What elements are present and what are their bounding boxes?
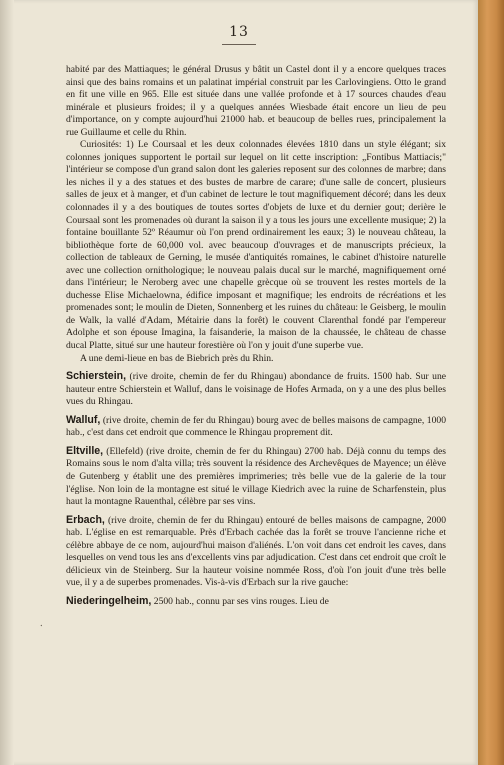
entry-headword: Eltville,: [66, 444, 104, 457]
margin-ink-mark: ⸱: [40, 621, 43, 632]
page-number: 13: [229, 24, 249, 40]
entry-headword: Walluf,: [66, 413, 101, 426]
entry-text: (rive droite, chemin de fer du Rhingau) abondance de fruits. 1500 hab. Sur une hauteur entre Schierstein et Walluf, dans le voisinage de Hofes Armada, on y a une des plus belles vues du Rhingau.: [66, 371, 446, 408]
entry-headword: Niederingelheim,: [66, 594, 152, 607]
entry-text: (Ellefeld) (rive droite, chemin de fer du Rhingau) 2700 hab. Déjà connu du temps des Romains sous le nom d'alta villa; très souvent la résidence des Archevêques de Mayence; un élève de Gutenberg y établit une des premières imprimeries; très belle vue de la galerie de la tour l'église. Non loin de la montagne est situé le village Kiedrich avec la ruine de Scharfenstein, plus haut la montagne Rauenthal, célèbre par ses vins.: [66, 445, 446, 508]
paragraph-wiesbaden-history: habité par des Mattiaques; le général Drusus y bâtit un Castel dont il y a encore quelques traces ainsi que des bains romains et un palatinat impérial construit par les Carlovingiens. Otto le grand en fit une ville en 965. Elle est située dans une vallée profonde et à 17 sources chaudes d'eau minérale et plusieurs froides; il y a quelques années Wiesbade était encore un lieu de peu d'importance, on y compte aujourd'hui 21000 hab. et beaucoup de belles rues, principalement la rue Guillaume et celle du Rhin.: [66, 64, 446, 138]
page-body: [66, 64, 446, 608]
paragraph-biebrich-note: A une demi-lieue en bas de Biebrich près du Rhin.: [80, 352, 274, 364]
entry-headword: Erbach,: [66, 513, 105, 526]
entry-niederingelheim: [66, 595, 446, 609]
page-binding-shadow: [0, 0, 14, 765]
entry-eltville: [66, 445, 446, 509]
book-cover-edge: [478, 0, 504, 765]
entry-erbach: [66, 514, 446, 590]
entry-walluf: [66, 414, 446, 440]
entry-schierstein: [66, 370, 446, 409]
entry-headword: Schierstein,: [66, 370, 127, 383]
entry-text: (rive droite, chemin de fer du Rhingau) bourg avec de belles maisons de campagne, 1000 hab., c'est dans cet endroit que commence le Rhingau proprement dit.: [66, 414, 446, 439]
entry-text: 2500 hab., connu par ses vins rouges. Lieu de: [151, 595, 329, 607]
paragraph-curiosites: Curiosités: 1) Le Coursaal et les deux colonnades élevées 1810 dans un style élégant; six colonnes joniques supportent le portail sur lequel on lit cette inscription: „Fontibus Mattiacis;" l'intérieur se compose d'un grand salon dont les galeries reposent sur des colonnes de marbre; dans les niches il y a des statues et des bustes de marbre de carare; d'une salle de concert, plusieurs salles de jeux et à manger, et d'un cabinet de lecture le tout magnifiquement décoré; dans les deux colonnades il y a des boutiques de toutes sortes d'objets de luxe et du dernier gout; derière le Coursaal sont les promenades où durant la saison il y a tous les jours une excellente musique; 2) la fontaine bouillante 52º Réaumur où l'on prend ordinairement les eaux; 3) le nouveau château, la bibliothèque forte de 60,000 vol. avec beaucoup d'ouvrages et de manuscripts précieux, la collection de tableaux de Gerning, le musée d'antiquités romaines, le cabinet d'histoire naturelle avec une collection ornithologique; le nouveau palais ducal sur le marché, magnifiquement orné dans l'intérieur; le Neroberg avec une chapelle grècque où se trouvent les restes mortels de la duchesse Elise Michaelowna, édifice imposant et magnifique; les endroits de récréations et les promenades sont; le moulin de Dieten, Sonnenberg et les ruines du château: le Geisberg, le moulin de Walk, la vallé d'Adam, Métairie dans la forêt) le couvent Clarenthal fondé par l'empereur Adolphe et son épouse Imagina, la faisanderie, la maison de la chaussée, le château de chasse ducal Platte, situé sur une hauteur forestière où l'on y jouit d'une superbe vue.: [66, 139, 446, 352]
entry-text: (rive droite, chemin de fer du Rhingau) entouré de belles maisons de campagne, 2000 hab. L'église en est remarquable. Près d'Erbach cachée das la forêt se trouve l'ancienne riche et célèbre abbaye de ce nom, aujourd'hui maison d'aliénés. L'on voit dans cet endroit les caves, dans lesquelles on vend tous les ans d'excellents vins par adjudication. C'est dans cet endroit que croît le délicieux vin de Steinberg. Sur la hauteur voisine nommée Ross, d'où l'on jouit d'une très belle vue, il y a de superbes promenades. Vis-à-vis d'Erbach sur la rive gauche:: [66, 514, 446, 589]
page-number-rule: [222, 44, 256, 45]
